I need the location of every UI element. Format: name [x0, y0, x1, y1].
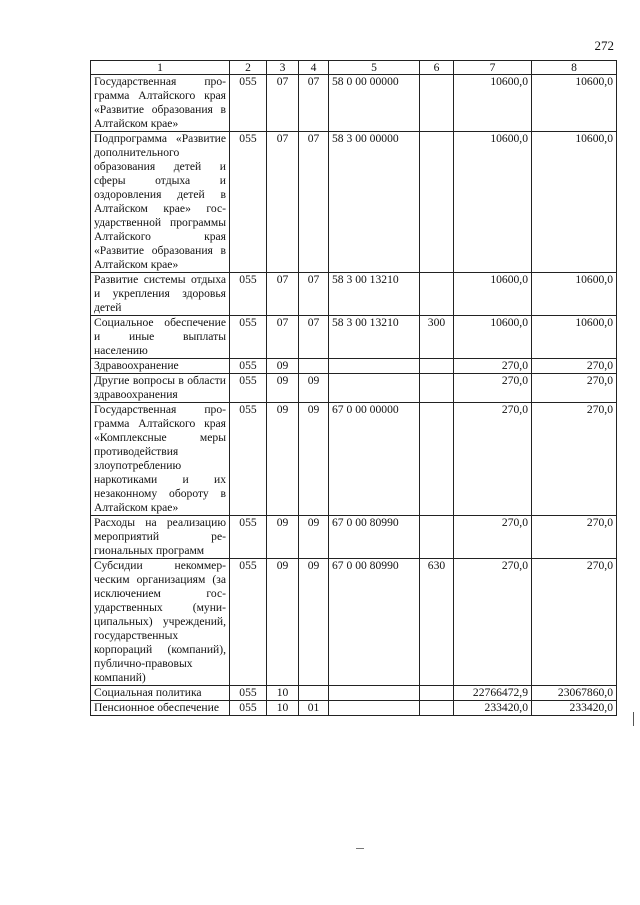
expense-type: [420, 701, 454, 716]
ministry-code: 055: [230, 132, 267, 273]
row-name: Другие вопросы в области здравоохранения: [91, 374, 230, 403]
amount-col8: 270,0: [532, 559, 617, 686]
amount-col7: 233420,0: [454, 701, 532, 716]
section-code: 09: [267, 559, 299, 686]
row-name: Государственная программа Алтайского края «Развитие образования в Алтайском крае»: [91, 75, 230, 132]
column-header: 4: [299, 61, 329, 75]
subsection-code: 01: [299, 701, 329, 716]
target-article: 58 3 00 13210: [329, 316, 420, 359]
section-code: 07: [267, 316, 299, 359]
subsection-code: 07: [299, 75, 329, 132]
table-row: [91, 516, 617, 559]
amount-col7: 270,0: [454, 403, 532, 516]
target-article: 58 3 00 13210: [329, 273, 420, 316]
row-name: Здравоохранение: [91, 359, 230, 374]
expense-type: [420, 374, 454, 403]
target-article: 67 0 00 00000: [329, 403, 420, 516]
expense-type: [420, 132, 454, 273]
row-name: Подпрограмма «Развитие дополнительного образования детей и сферы отдыха и оздоровления детей в Алтайском крае» государственной программы Алтайского края «Развитие образования в Алтайском крае»: [91, 132, 230, 273]
row-name: Развитие системы отдыха и укрепления здоровья детей: [91, 273, 230, 316]
section-code: 10: [267, 686, 299, 701]
target-article: [329, 686, 420, 701]
expense-type: [420, 75, 454, 132]
ministry-code: 055: [230, 701, 267, 716]
amount-col7: 22766472,9: [454, 686, 532, 701]
table-row: [91, 132, 617, 273]
expense-type: 300: [420, 316, 454, 359]
amount-col8: 233420,0: [532, 701, 617, 716]
column-header: 2: [230, 61, 267, 75]
row-name: Расходы на реализацию мероприятий региональных программ: [91, 516, 230, 559]
ministry-code: 055: [230, 75, 267, 132]
section-code: 09: [267, 403, 299, 516]
section-code: 09: [267, 516, 299, 559]
amount-col7: 10600,0: [454, 75, 532, 132]
expense-type: [420, 516, 454, 559]
expense-type: [420, 273, 454, 316]
amount-col7: 10600,0: [454, 132, 532, 273]
subsection-code: 07: [299, 316, 329, 359]
ministry-code: 055: [230, 516, 267, 559]
ministry-code: 055: [230, 273, 267, 316]
target-article: 67 0 00 80990: [329, 516, 420, 559]
column-header: 5: [329, 61, 420, 75]
amount-col7: 10600,0: [454, 316, 532, 359]
target-article: [329, 374, 420, 403]
amount-col8: 10600,0: [532, 75, 617, 132]
subsection-code: 09: [299, 403, 329, 516]
section-code: 07: [267, 75, 299, 132]
subsection-code: 07: [299, 132, 329, 273]
row-name: Государственная программа Алтайского края «Комплексные меры противодействия злоупотреблению наркотиками и их незаконному обороту в Алтайском крае»: [91, 403, 230, 516]
scan-speck: [356, 848, 364, 849]
ministry-code: 055: [230, 686, 267, 701]
amount-col8: 270,0: [532, 374, 617, 403]
target-article: [329, 701, 420, 716]
row-name: Социальная политика: [91, 686, 230, 701]
subsection-code: 09: [299, 374, 329, 403]
page-number: 272: [594, 38, 614, 53]
amount-col8: 270,0: [532, 516, 617, 559]
section-code: 10: [267, 701, 299, 716]
ministry-code: 055: [230, 403, 267, 516]
ministry-code: 055: [230, 359, 267, 374]
target-article: 67 0 00 80990: [329, 559, 420, 686]
ministry-code: 055: [230, 559, 267, 686]
column-header: 8: [532, 61, 617, 75]
amount-col8: 270,0: [532, 403, 617, 516]
target-article: 58 3 00 00000: [329, 132, 420, 273]
row-name: Пенсионное обеспечение: [91, 701, 230, 716]
target-article: 58 0 00 00000: [329, 75, 420, 132]
row-name: Субсидии некоммерческим организациям (за исключением государственных (муниципальных) учреждений, государственных корпораций (компаний), публично-правовых компаний): [91, 559, 230, 686]
budget-table: [90, 60, 617, 716]
table-row: [91, 701, 617, 716]
row-name: Социальное обеспечение и иные выплаты населению: [91, 316, 230, 359]
subsection-code: 09: [299, 516, 329, 559]
section-code: 07: [267, 273, 299, 316]
table-row: [91, 374, 617, 403]
table-row: [91, 273, 617, 316]
ministry-code: 055: [230, 316, 267, 359]
subsection-code: 09: [299, 559, 329, 686]
ministry-code: 055: [230, 374, 267, 403]
amount-col7: 270,0: [454, 559, 532, 686]
table-row: [91, 75, 617, 132]
subsection-code: 07: [299, 273, 329, 316]
column-header: 3: [267, 61, 299, 75]
table-row: [91, 403, 617, 516]
expense-type: [420, 403, 454, 516]
expense-type: [420, 686, 454, 701]
subsection-code: [299, 359, 329, 374]
amount-col8: 23067860,0: [532, 686, 617, 701]
scan-edge-mark: [633, 712, 636, 726]
amount-col8: 10600,0: [532, 273, 617, 316]
amount-col7: 270,0: [454, 359, 532, 374]
section-code: 09: [267, 374, 299, 403]
expense-type: [420, 359, 454, 374]
column-header: 1: [91, 61, 230, 75]
amount-col8: 270,0: [532, 359, 617, 374]
header-row: [91, 61, 617, 75]
table-row: [91, 686, 617, 701]
subsection-code: [299, 686, 329, 701]
column-header: 6: [420, 61, 454, 75]
target-article: [329, 359, 420, 374]
amount-col7: 10600,0: [454, 273, 532, 316]
amount-col7: 270,0: [454, 374, 532, 403]
amount-col8: 10600,0: [532, 316, 617, 359]
table-row: [91, 316, 617, 359]
column-header: 7: [454, 61, 532, 75]
section-code: 07: [267, 132, 299, 273]
section-code: 09: [267, 359, 299, 374]
expense-type: 630: [420, 559, 454, 686]
amount-col8: 10600,0: [532, 132, 617, 273]
table-row: [91, 559, 617, 686]
amount-col7: 270,0: [454, 516, 532, 559]
table-row: [91, 359, 617, 374]
